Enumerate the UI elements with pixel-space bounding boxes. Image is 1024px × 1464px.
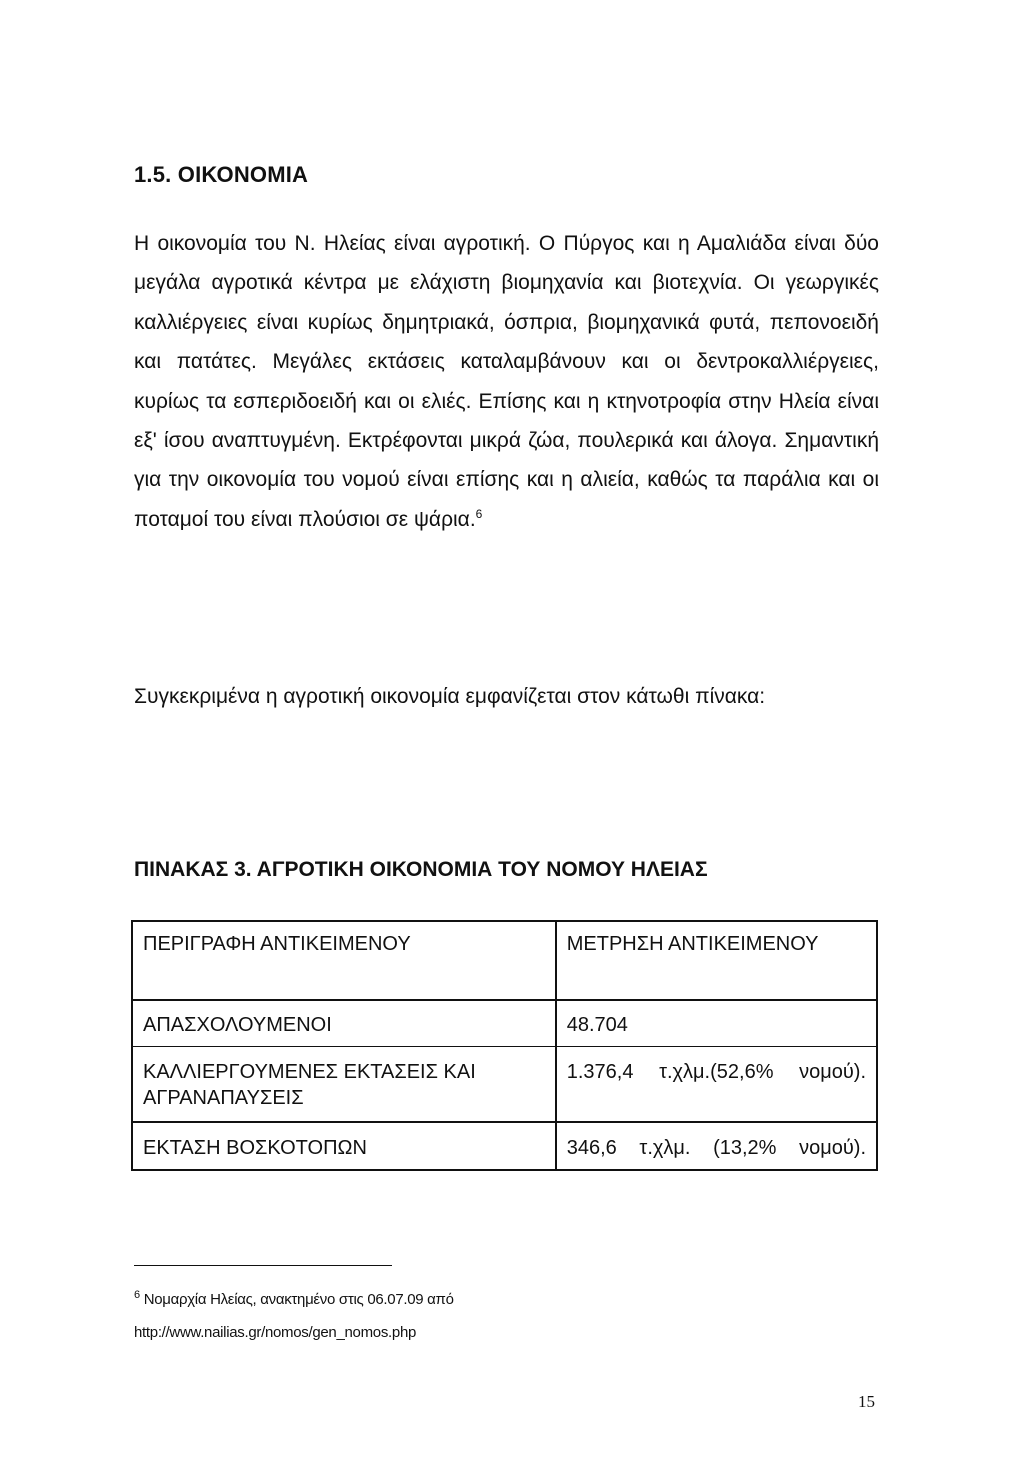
row-description: ΕΚΤΑΣΗ ΒΟΣΚΟΤΟΠΩΝ: [132, 1122, 556, 1170]
table-row: [132, 1122, 877, 1170]
table-header-row: [132, 921, 877, 1000]
footnote-line: [134, 1283, 454, 1316]
column-header-measurement: ΜΕΤΡΗΣΗ ΑΝΤΙΚΕΙΜΕΝΟΥ: [556, 921, 877, 1000]
footnote-url-link[interactable]: http://www.nailias.gr/nomos/gen_nomos.php: [134, 1324, 417, 1341]
table-row: [132, 1000, 877, 1047]
row-description: ΚΑΛΛΙΕΡΓΟΥΜΕΝΕΣ ΕΚΤΑΣΕΙΣ ΚΑΙ ΑΓΡΑΝΑΠΑΥΣΕΙΣ: [132, 1047, 556, 1123]
table-title: ΠΙΝΑΚΑΣ 3. ΑΓΡΟΤΙΚΗ ΟΙΚΟΝΟΜΙΑ ΤΟΥ ΝΟΜΟΥ ΗΛΕΙΑΣ: [134, 858, 708, 881]
row-measurement: 346,6 τ.χλμ. (13,2% νομού).: [556, 1122, 877, 1170]
table-intro-paragraph: Συγκεκριμένα η αγροτική οικονομία εμφανίζεται στον κάτωθι πίνακα:: [134, 685, 766, 708]
footnote: [134, 1283, 454, 1349]
agricultural-economy-table: [131, 920, 878, 1171]
column-header-description: ΠΕΡΙΓΡΑΦΗ ΑΝΤΙΚΕΙΜΕΝΟΥ: [132, 921, 556, 1000]
footnote-text: Νομαρχία Ηλείας, ανακτημένο στις 06.07.09 από: [143, 1291, 454, 1308]
economy-paragraph: [134, 224, 879, 539]
row-description: ΑΠΑΣΧΟΛΟΥΜΕΝΟΙ: [132, 1000, 556, 1047]
row-measurement: 48.704: [556, 1000, 877, 1047]
footnote-divider: [134, 1265, 392, 1266]
footnote-marker: 6: [134, 1289, 140, 1301]
economy-paragraph-text: Η οικονομία του Ν. Ηλείας είναι αγροτική. Ο Πύργος και η Αμαλιάδα είναι δύο μεγάλα αγροτικά κέντρα με ελάχιστη βιομηχανία και βιοτεχνία. Οι γεωργικές καλλιέργειες είναι κυρίως δημητριακά, όσπρια, βιομηχανικά φυτά, πεπονοειδή και πατάτες. Μεγάλες εκτάσεις καταλαμβάνουν και οι δεντροκαλλιέργειες, κυρίως τα εσπεριδοειδή και οι ελιές. Επίσης και η κτηνοτροφία στην Ηλεία είναι εξ' ίσου αναπτυγμένη. Εκτρέφονται μικρά ζώα, πουλερικά και άλογα. Σημαντική για την οικονομία του νομού είναι επίσης και η αλιεία, καθώς τα παράλια και οι ποταμοί του είναι πλούσιοι σε ψάρια.: [134, 232, 879, 531]
footnote-reference[interactable]: 6: [475, 506, 483, 521]
section-heading: 1.5. ΟΙΚΟΝΟΜΙΑ: [134, 162, 309, 187]
page-number: 15: [858, 1392, 875, 1411]
row-measurement: 1.376,4 τ.χλμ.(52,6% νομού).: [556, 1047, 877, 1123]
table-row: [132, 1047, 877, 1123]
